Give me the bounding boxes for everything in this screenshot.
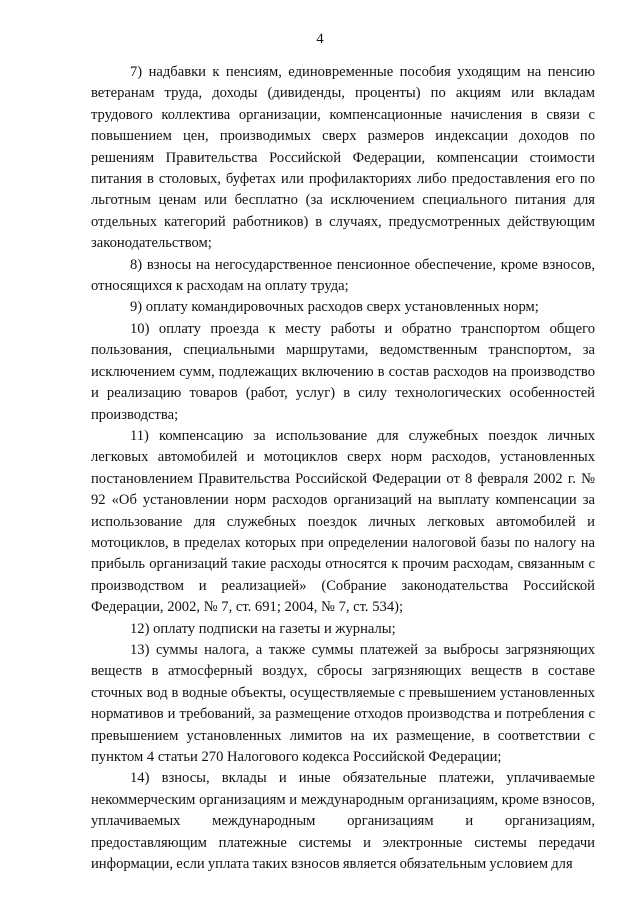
paragraph-item-14: 14) взносы, вклады и иные обязательные платежи, уплачиваемые некоммерческим организациям и международным организациям, кроме взносов, уплачиваемых международным организациям и организациям, предоставляющим платежные системы и электронные системы передачи информации, если уплата таких взносов является обязательным условием для: [91, 770, 595, 873]
page-number: 4: [316, 31, 324, 47]
paragraph-item-8: 8) взносы на негосударственное пенсионное обеспечение, кроме взносов, относящихся к расходам на оплату труда;: [91, 256, 595, 295]
paragraph-item-13: 13) суммы налога, а также суммы платежей за выбросы загрязняющих веществ в атмосферный воздух, сбросы загрязняющих веществ в составе сточных вод в водные объекты, осуществляемые с превышением установленных нормативов и требований, за размещение отходов производства и потребления с превышением установленных лимитов на их размещение, в соответствии с пунктом 4 статьи 270 Налогового кодекса Российской Федерации;: [91, 641, 595, 765]
paragraph-item-10: 10) оплату проезда к месту работы и обратно транспортом общего пользования, специальными маршрутами, ведомственным транспортом, за исключением сумм, подлежащих включению в состав расходов на производство и реализацию товаров (работ, услуг) в силу технологических особенностей производства;: [91, 320, 595, 423]
document-body: [91, 62, 595, 875]
paragraph-item-9: 9) оплату командировочных расходов сверх установленных норм;: [130, 299, 539, 316]
paragraph-item-11: 11) компенсацию за использование для служебных поездок личных легковых автомобилей и мотоциклов сверх норм расходов, установленных постановлением Правительства Российской Федерации от 8 февраля 2002 г. № 92 «Об установлении норм расходов организаций на выплату компенсации за использование для служебных поездок личных легковых автомобилей и мотоциклов, в пределах которых при определении налоговой базы по налогу на прибыль организаций такие расходы относятся к прочим расходам, связанным с производством и реализацией» (Собрание законодательства Российской Федерации, 2002, № 7, ст. 691; 2004, № 7, ст. 534);: [91, 427, 595, 616]
paragraph-item-7: 7) надбавки к пенсиям, единовременные пособия уходящим на пенсию ветеранам труда, доходы (дивиденды, проценты) по акциям или вкладам трудового коллектива организации, компенсационные начисления в связи с повышением цен, производимых сверх размеров индексации доходов по решениям Правительства Российской Федерации, компенсации стоимости питания в столовых, буфетах или профилакториях либо предоставления его по льготным ценам или бесплатно (за исключением специального питания для отдельных категорий работников) в случаях, предусмотренных действующим законодательством;: [91, 64, 595, 252]
paragraph-item-12: 12) оплату подписки на газеты и журналы;: [130, 620, 396, 637]
